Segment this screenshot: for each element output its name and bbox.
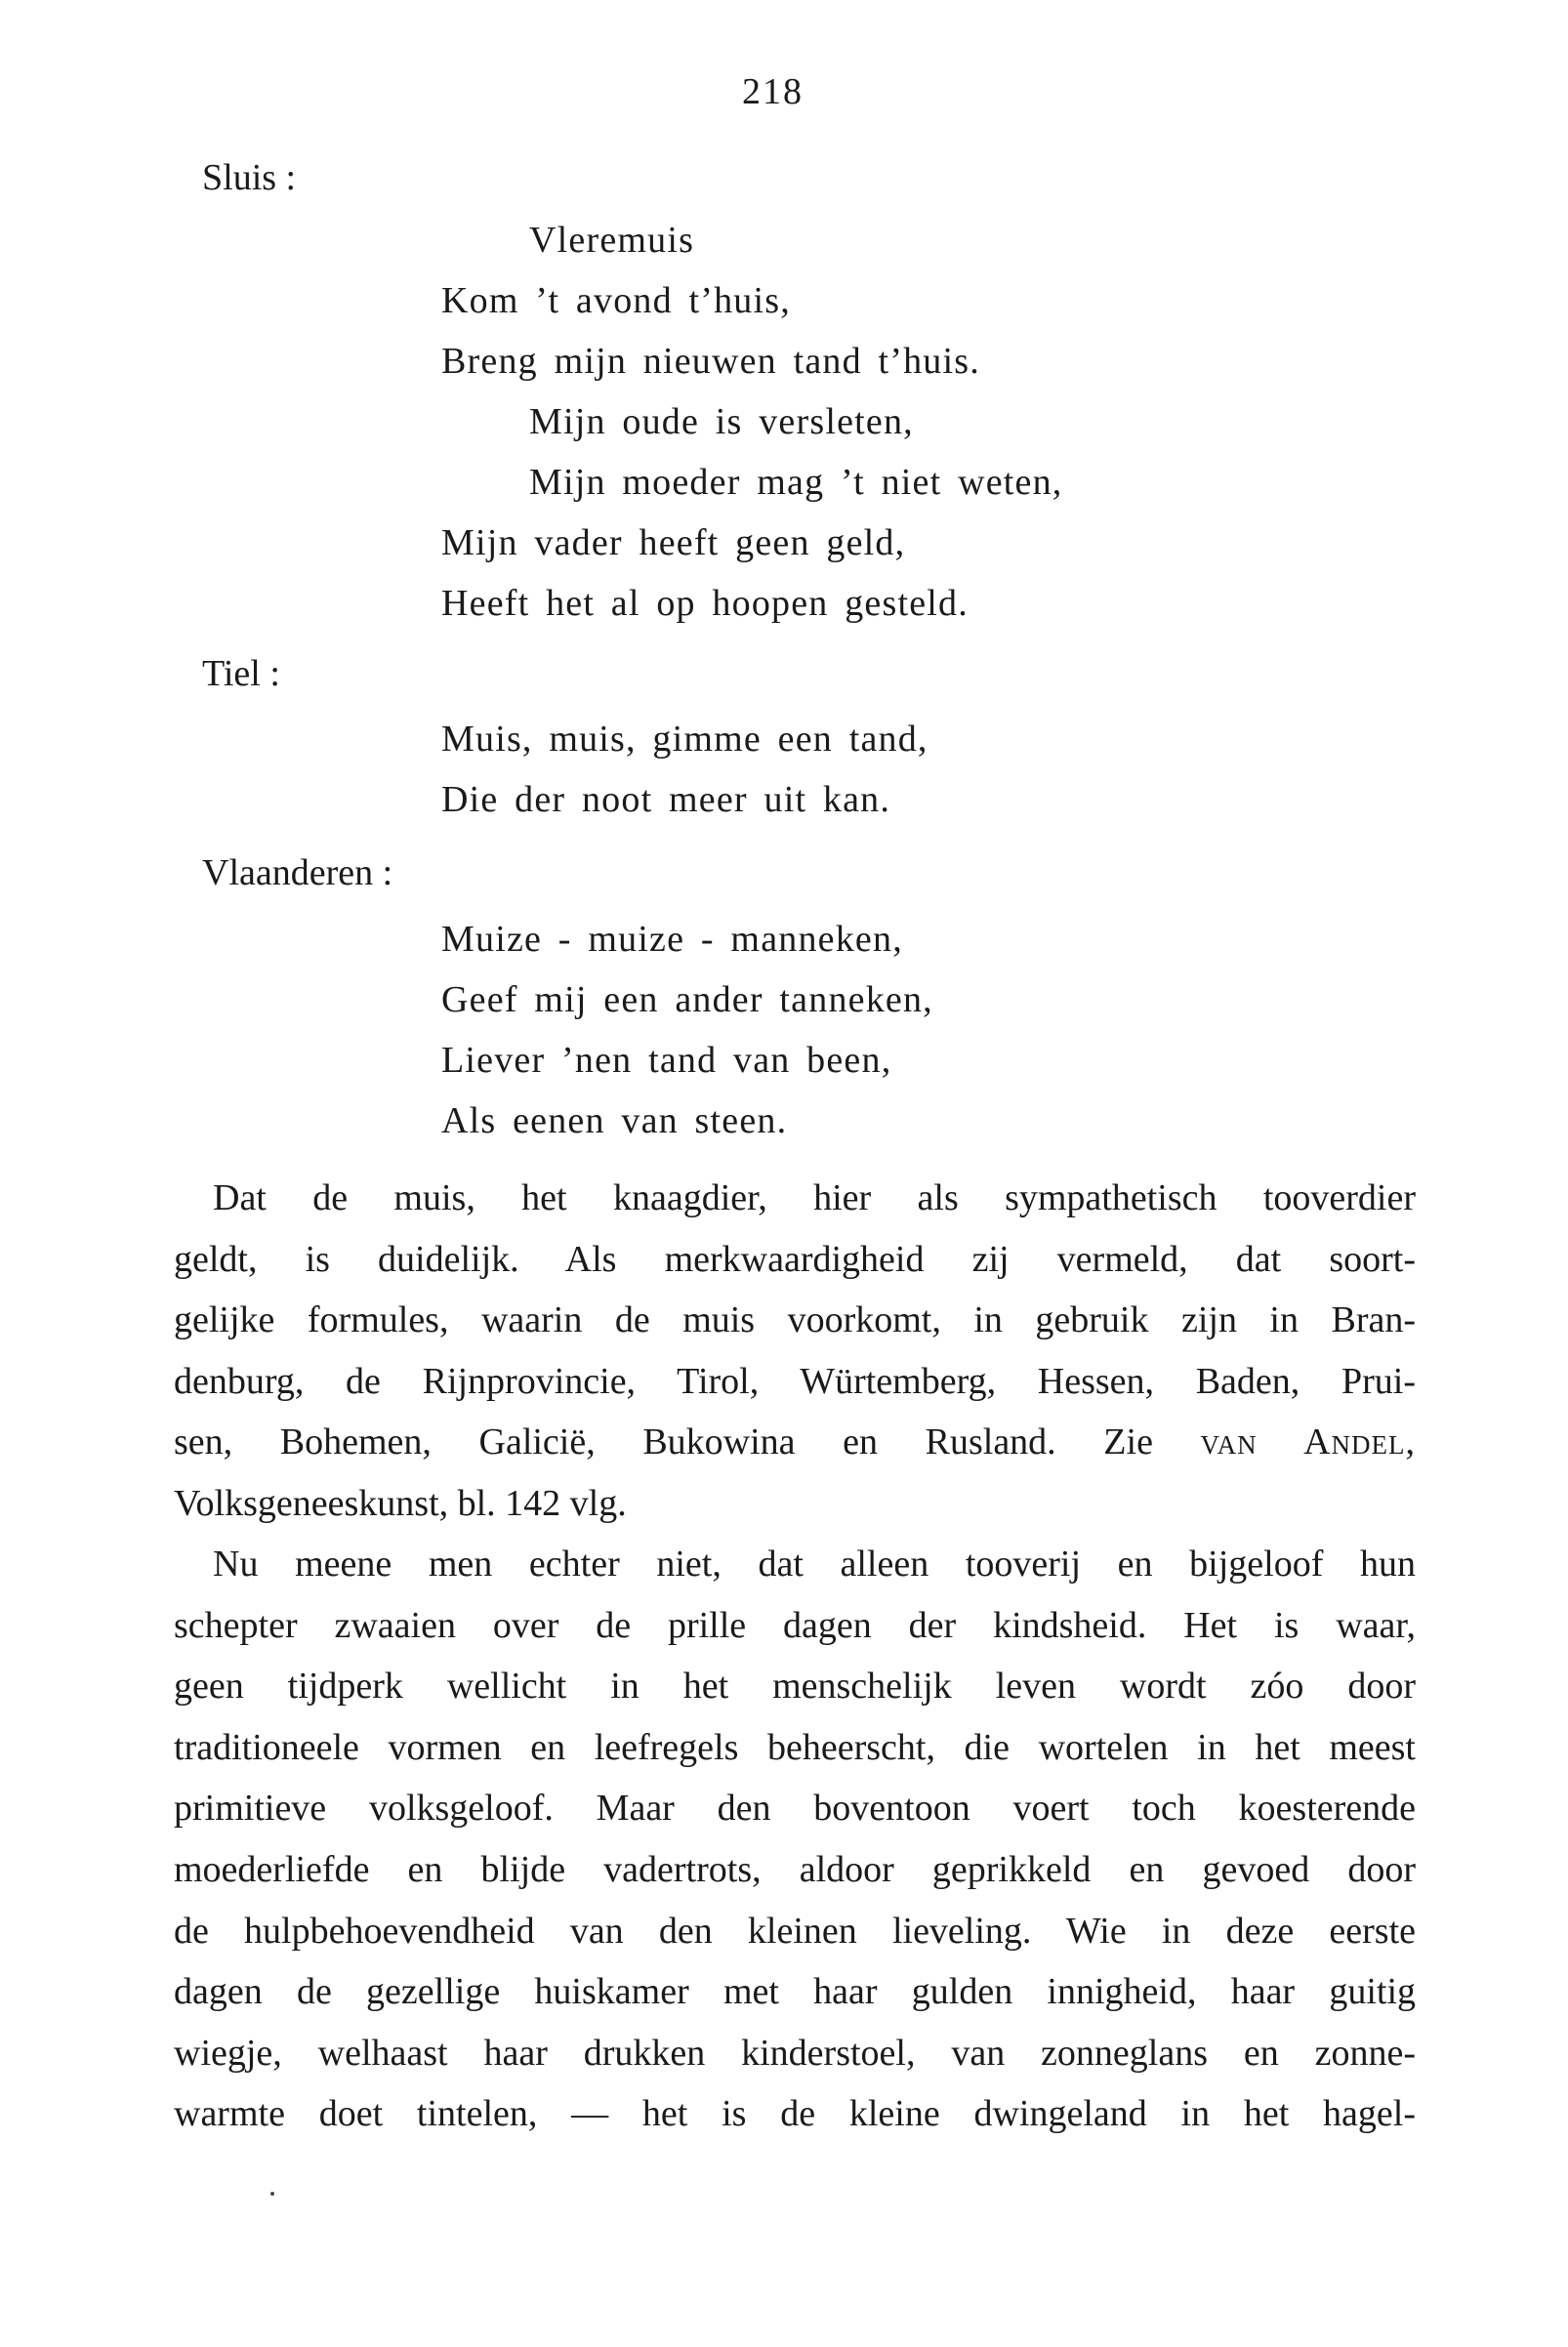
verse-line: Kom ’t avond t’huis, <box>441 280 791 321</box>
verse-line: Als eenen van steen. <box>441 1100 788 1141</box>
paragraph-1 <box>174 1168 1416 1535</box>
verse-line: Muis, muis, gimme een tand, <box>441 719 928 760</box>
print-speck <box>270 2192 274 2196</box>
verse-vlaanderen <box>441 909 933 1151</box>
paragraph-line: schepter zwaaien over de prille dagen der kindsheid. Het is waar, <box>174 1604 1416 1646</box>
paragraph-line: gelijke formules, waarin de muis voorkomt, in gebruik zijn in Bran- <box>174 1299 1416 1341</box>
verse-line: Mijn moeder mag ’t niet weten, <box>529 462 1063 503</box>
paragraph-line: Nu meene men echter niet, dat alleen tooverij en bijgeloof hun <box>213 1544 1416 1585</box>
paragraph-line-text: sen, Bohemen, Galicië, Bukowina en Rusland. Zie <box>174 1421 1153 1463</box>
paragraph-line <box>174 1412 1416 1473</box>
verse-line: Geef mij een ander tanneken, <box>441 979 933 1020</box>
verse-line: Mijn oude is versleten, <box>529 401 914 442</box>
paragraph-line: wiegje, welhaast haar drukken kinderstoel, van zonneglans en zonne- <box>174 2032 1416 2074</box>
verse-line: Muize - muize - manneken, <box>441 919 903 960</box>
verse-line: Liever ’nen tand van been, <box>441 1040 892 1081</box>
verse-line: Die der noot meer uit kan. <box>441 779 891 820</box>
verse-line: Mijn vader heeft geen geld, <box>441 522 906 563</box>
paragraph-line: Dat de muis, het knaagdier, hier als sympathetisch tooverdier <box>213 1177 1416 1218</box>
place-label-tiel: Tiel : <box>202 653 280 694</box>
paragraph-line: Volksgeneeskunst, bl. 142 vlg. <box>174 1482 627 1524</box>
paragraph-line: moederliefde en blijde vadertrots, aldoor geprikkeld en gevoed door <box>174 1848 1416 1890</box>
verse-line: Heeft het al op hoopen gesteld. <box>441 583 969 624</box>
paragraph-line: traditioneele vormen en leefregels beheerscht, die wortelen in het meest <box>174 1726 1416 1768</box>
verse-tiel <box>441 709 928 830</box>
paragraph-line: primitieve volksgeloof. Maar den boventoon voert toch koesterende <box>174 1788 1416 1830</box>
paragraph-line: de hulpbehoevendheid van den kleinen lieveling. Wie in deze eerste <box>174 1910 1416 1952</box>
page-number: 218 <box>742 71 804 112</box>
paragraph-line: warmte doet tintelen, — het is de kleine dwingeland in het hagel- <box>174 2093 1416 2135</box>
paragraph-2 <box>174 1534 1416 2145</box>
verse-sluis <box>441 210 1063 634</box>
verse-line: Vleremuis <box>529 220 695 261</box>
paragraph-line: geen tijdperk wellicht in het menschelijk leven wordt zóo door <box>174 1666 1416 1708</box>
verse-line: Breng mijn nieuwen tand t’huis. <box>441 341 980 382</box>
author-reference: van Andel, <box>1200 1421 1416 1463</box>
paragraph-line: dagen de gezellige huiskamer met haar gulden innigheid, haar guitig <box>174 1971 1416 2013</box>
place-label-vlaanderen: Vlaanderen : <box>202 852 393 893</box>
paragraph-line: denburg, de Rijnprovincie, Tirol, Würtemberg, Hessen, Baden, Prui- <box>174 1360 1416 1402</box>
paragraph-line: geldt, is duidelijk. Als merkwaardigheid zij vermeld, dat soort- <box>174 1238 1416 1280</box>
place-label-sluis: Sluis : <box>202 157 297 198</box>
